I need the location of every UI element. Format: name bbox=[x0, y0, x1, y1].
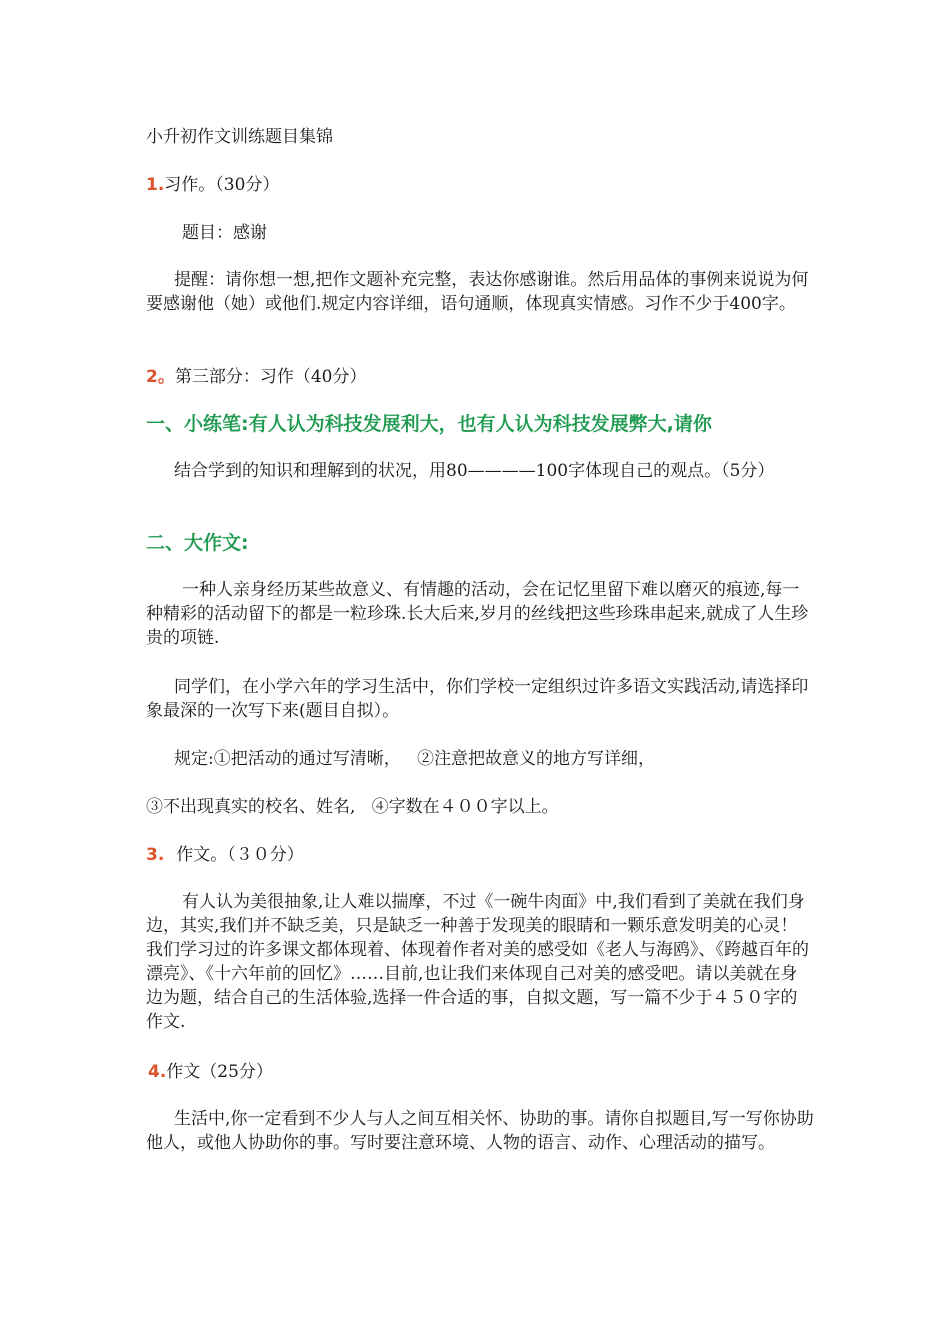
q1-header bbox=[146, 173, 814, 197]
q1-label: 习作。（30分） bbox=[164, 175, 280, 195]
q3-label: 作文。（３０分） bbox=[176, 845, 304, 865]
q2-paragraph-1: 一种人亲身经历某些故意义、有情趣的活动，会在记忆里留下难以磨灭的痕迹,每一种精彩的活动留下的都是一粒珍珠.长大后来,岁月的丝线把这些珍珠串起来,就成了人生珍贵的项链. bbox=[146, 580, 809, 648]
q2-label: 第三部分：习作（40分） bbox=[174, 367, 367, 387]
q2-header bbox=[146, 365, 814, 389]
q2-requirements-2: ③不出现真实的校名、姓名, ④字数在４００字以上。 bbox=[146, 797, 559, 817]
q2-part1-text: 结合学到的知识和理解到的状况，用80————100字体现自己的观点。（5分） bbox=[174, 461, 775, 481]
q1-number: 1. bbox=[146, 175, 165, 195]
q3-paragraph: 有人认为美很抽象,让人难以揣摩，不过《一碗牛肉面》中,我们看到了美就在我们身边，其实,我们并不缺乏美，只是缺乏一种善于发现美的眼睛和一颗乐意发明美的心灵！我们学习过的许多课文都体现着、体现着作者对美的感受如《老人与海鸥》、《跨越百年的漂亮》、《十六年前的回忆》……目前,也让我们来体现自己对美的感受吧。请以美就在身边为题，结合自己的生活体验,选择一件合适的事，自拟文题，写一篇不少于４５０字的作文. bbox=[146, 892, 809, 1032]
q2-part2-heading: 二、大作文: bbox=[146, 532, 249, 554]
q4-paragraph: 生活中,你一定看到不少人与人之间互相关怀、协助的事。请你自拟题目,写一写你协助他人，或他人协助你的事。写时要注意环境、人物的语言、动作、心理活动的描写。 bbox=[146, 1109, 814, 1153]
q1-topic: 题目：感谢 bbox=[182, 223, 267, 243]
q4-number: 4. bbox=[148, 1062, 167, 1082]
q2-number: 2。 bbox=[146, 367, 175, 387]
q2-requirements-1: 规定:①把活动的通过写清晰， ②注意把故意义的地方写详细， bbox=[174, 749, 655, 769]
q4-label: 作文（25分） bbox=[166, 1062, 273, 1082]
q2-paragraph-2: 同学们，在小学六年的学习生活中，你们学校一定组织过许多语文实践活动,请选择印象最深的一次写下来(题目自拟）。 bbox=[146, 677, 809, 721]
document-title: 小升初作文训练题目集锦 bbox=[146, 127, 333, 147]
q3-number: 3. bbox=[146, 845, 165, 865]
q3-header bbox=[146, 843, 814, 867]
q2-part1-heading: 一、小练笔:有人认为科技发展利大，也有人认为科技发展弊大,请你 bbox=[146, 413, 712, 435]
q1-hint: 提醒：请你想一想,把作文题补充完整，表达你感谢谁。然后用品体的事例来说说为何要感谢他（她）或他们.规定内容详细，语句通顺，体现真实情感。习作不少于400字。 bbox=[146, 270, 809, 314]
q4-header bbox=[148, 1060, 816, 1084]
